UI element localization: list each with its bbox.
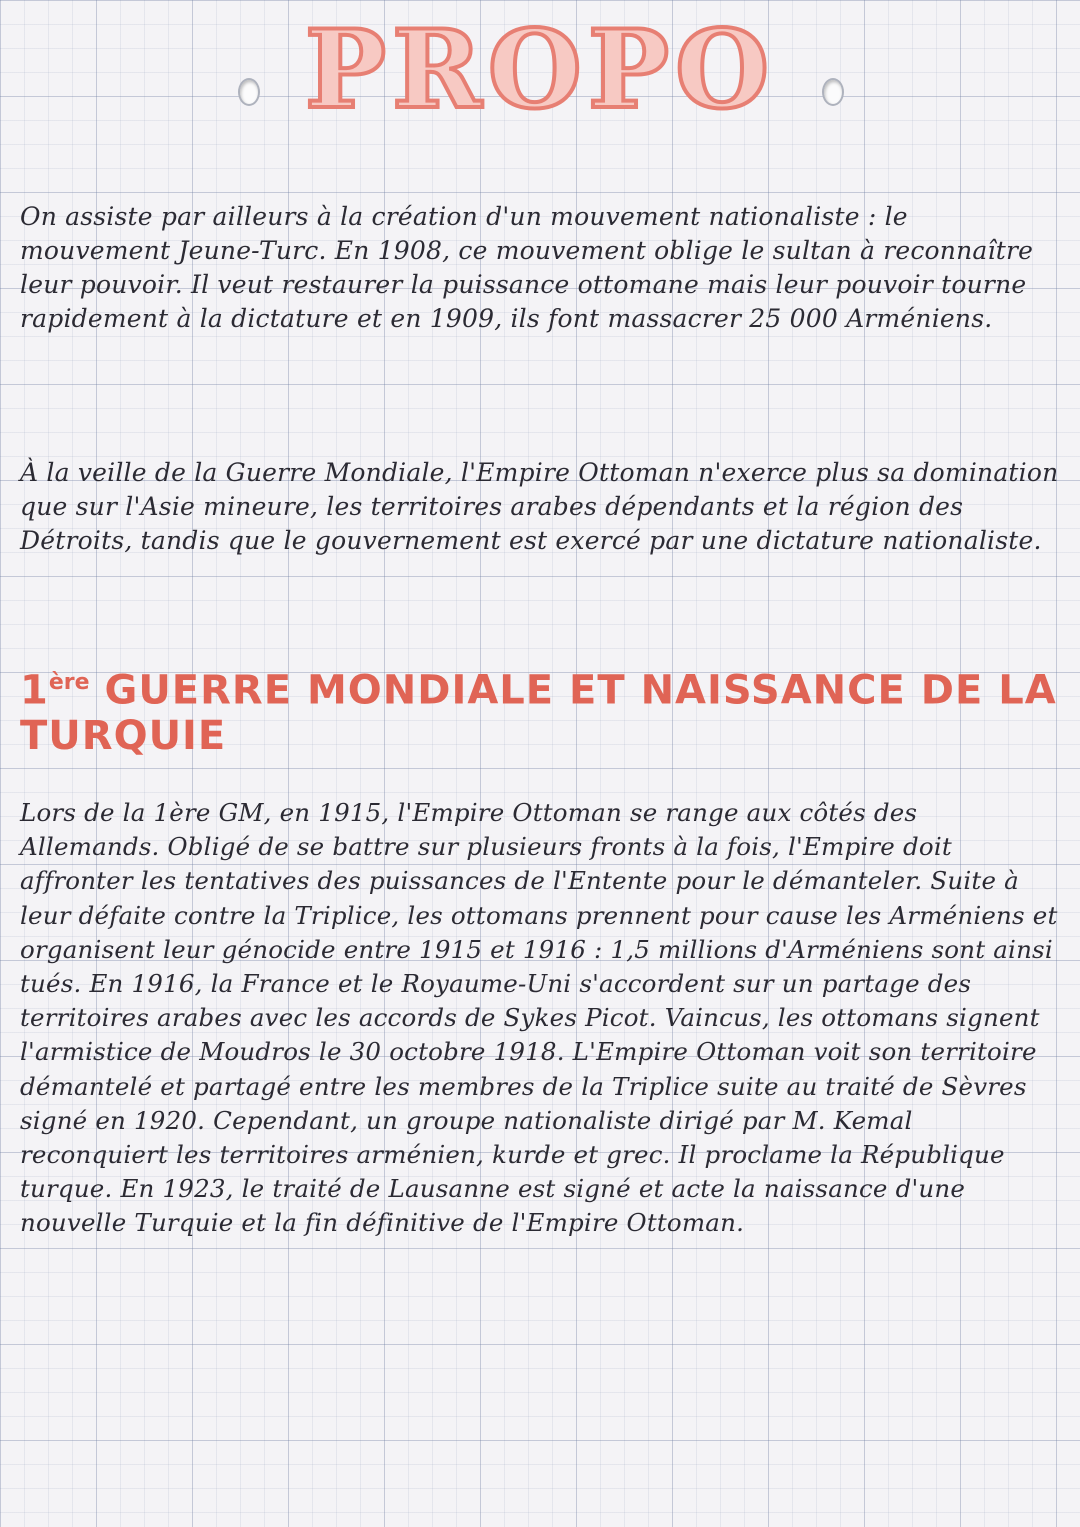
heading-number: 1 bbox=[20, 667, 49, 714]
paragraph-premiere-guerre: Lors de la 1ère GM, en 1915, l'Empire Ottoman se range aux côtés des Allemands. Obligé de se battre sur plusieurs fronts à la fois, l'Empire doit affronter les tentatives des puissances de l'Entente pour le démanteler. Suite à leur défaite contre la Triplice, les ottomans prennent pour cause les Arméniens et organisent leur génocide entre 1915 et 1916 : 1,5 millions d'Arméniens sont ainsi tués. En 1916, la France et le Royaume-Uni s'accordent sur un partage des territoires arabes avec les accords de Sykes Picot. Vaincus, les ottomans signent l'armistice de Moudros le 30 octobre 1918. L'Empire Ottoman voit son territoire démantelé et partagé entre les membres de la Triplice suite au traité de Sèvres signé en 1920. Cependant, un groupe nationaliste dirigé par M. Kemal reconquiert les territoires arménien, kurde et grec. Il proclame la République turque. En 1923, le traité de Lausanne est signé et acte la naissance d'une nouvelle Turquie et la fin définitive de l'Empire Ottoman. bbox=[20, 798, 1058, 1238]
heading-text: GUERRE MONDIALE ET NAISSANCE DE LA TURQUIE bbox=[20, 667, 1057, 760]
heading-superscript: ère bbox=[48, 670, 90, 695]
page-title: PROPO bbox=[304, 7, 776, 133]
paragraph-jeunes-turcs: On assiste par ailleurs à la création d'un mouvement nationaliste : le mouvement Jeune-Turc. En 1908, ce mouvement oblige le sultan à reconnaître leur pouvoir. Il veut restaurer la puissance ottomane mais leur pouvoir tourne rapidement à la dictature et en 1909, ils font massacrer 25 000 Arméniens. bbox=[20, 202, 1034, 333]
paragraph-veille-guerre: À la veille de la Guerre Mondiale, l'Empire Ottoman n'exerce plus sa domination que sur l'Asie mineure, les territoires arabes dépendants et la région des Détroits, tandis que le gouvernement est exercé par une dictature nationaliste. bbox=[20, 458, 1059, 555]
section-heading bbox=[20, 660, 1060, 759]
